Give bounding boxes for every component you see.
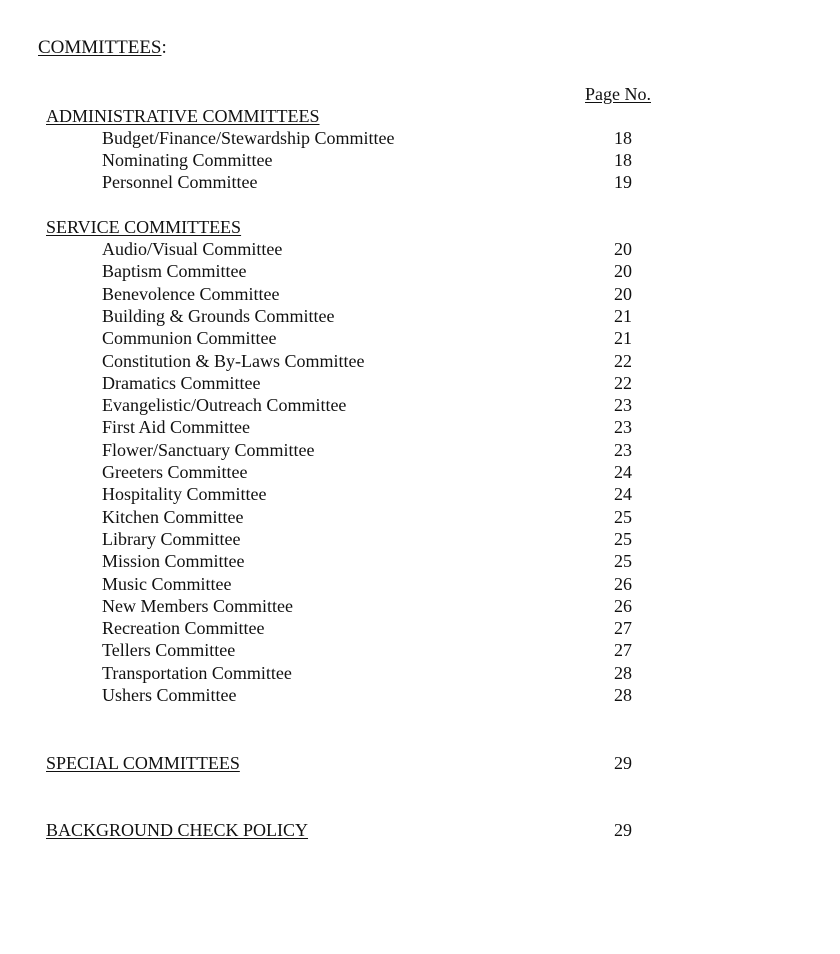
- toc-entry-label: Personnel Committee: [102, 172, 258, 193]
- toc-entry-label: Nominating Committee: [102, 150, 273, 171]
- toc-entry-label: Hospitality Committee: [102, 484, 267, 505]
- toc-entry: [102, 350, 652, 372]
- toc-entry-label: Baptism Committee: [102, 261, 247, 282]
- toc-entry-page-number: 28: [614, 685, 632, 705]
- toc-entry: [102, 327, 652, 349]
- toc-entry: [102, 238, 652, 260]
- toc-entry-page-number: 21: [614, 305, 632, 326]
- toc-entry-page-number: 25: [614, 506, 632, 527]
- toc-entry-page-number: 20: [614, 283, 632, 304]
- toc-entry: [102, 461, 652, 483]
- toc-entry-page-number: 20: [614, 239, 632, 259]
- toc-entry-page-number: 18: [614, 128, 632, 148]
- toc-entry-page-number: 28: [614, 662, 632, 683]
- section-heading-administrative: ADMINISTRATIVE COMMITTEES: [46, 106, 320, 126]
- toc-entry-label: Flower/Sanctuary Committee: [102, 439, 315, 460]
- toc-entry-page-number: 23: [614, 439, 632, 460]
- toc-entry: [102, 528, 652, 550]
- toc-entry-label: Audio/Visual Committee: [102, 239, 283, 259]
- toc-entry-label: Benevolence Committee: [102, 283, 280, 304]
- toc-entry-label: Tellers Committee: [102, 640, 236, 661]
- toc-entry: [102, 416, 652, 438]
- toc-entry: [102, 639, 652, 661]
- page-no-header: Page No.: [585, 84, 651, 104]
- page-title: [38, 37, 167, 59]
- toc-entry-page-number: 21: [614, 328, 632, 349]
- toc-entry: [102, 506, 652, 528]
- toc-entry-label: Budget/Finance/Stewardship Committee: [102, 128, 395, 148]
- section-heading-special: SPECIAL COMMITTEES: [46, 753, 240, 773]
- toc-entry-page-number: 24: [614, 484, 632, 505]
- page-title-colon: :: [161, 37, 167, 58]
- toc-entry-page-number: 23: [614, 417, 632, 438]
- toc-entry-page-number: 24: [614, 462, 632, 482]
- toc-entry-label: First Aid Committee: [102, 417, 251, 438]
- toc-entry-page-number: 22: [614, 372, 632, 393]
- toc-entry-label: Music Committee: [102, 573, 232, 594]
- toc-entry-page-number: 27: [614, 618, 632, 639]
- toc-entry: [102, 372, 652, 394]
- toc-entry-page-number: 18: [614, 150, 632, 171]
- toc-entry-label: Evangelistic/Outreach Committee: [102, 395, 347, 416]
- toc-entry-page-number: 22: [614, 350, 632, 371]
- toc-entry: [102, 127, 652, 149]
- toc-entry: [102, 260, 652, 282]
- toc-entry-label: Communion Committee: [102, 328, 277, 349]
- page-title-text: COMMITTEES: [38, 37, 162, 58]
- toc-entry-label: Kitchen Committee: [102, 506, 244, 527]
- toc-entry: [102, 305, 652, 327]
- toc-entry: [102, 662, 652, 684]
- toc-entry-label: Recreation Committee: [102, 618, 265, 639]
- toc-entry-label: Transportation Committee: [102, 662, 292, 683]
- toc-entry-page-number: 26: [614, 595, 632, 616]
- toc-entry: [102, 573, 652, 595]
- toc-entry: [102, 550, 652, 572]
- toc-entry-label: Dramatics Committee: [102, 372, 261, 393]
- toc-entry-page-number: 25: [614, 528, 632, 549]
- toc-entry-label: Ushers Committee: [102, 685, 237, 705]
- toc-entry: [102, 483, 652, 505]
- toc-entry-label: Constitution & By-Laws Committee: [102, 350, 365, 371]
- section-heading-background-check: BACKGROUND CHECK POLICY: [46, 820, 309, 840]
- toc-entry-label: New Members Committee: [102, 595, 293, 616]
- section-heading-service: SERVICE COMMITTEES: [46, 217, 242, 237]
- toc-entry: [102, 171, 652, 193]
- toc-entry-label: Building & Grounds Committee: [102, 305, 335, 326]
- toc-entry: [102, 617, 652, 639]
- toc-entry-page-number: 19: [614, 172, 632, 193]
- toc-entry-label: Greeters Committee: [102, 462, 248, 482]
- toc-entry-label: Library Committee: [102, 528, 241, 549]
- toc-entry: [102, 439, 652, 461]
- section-page-background-check: 29: [614, 820, 632, 840]
- toc-entry: [102, 595, 652, 617]
- toc-entry-page-number: 27: [614, 640, 632, 661]
- toc-entry: [102, 149, 652, 171]
- toc-entry-page-number: 20: [614, 261, 632, 282]
- toc-entry-page-number: 25: [614, 551, 632, 572]
- toc-entry-label: Mission Committee: [102, 551, 245, 572]
- toc-entry: [102, 684, 652, 706]
- toc-entry-page-number: 23: [614, 395, 632, 416]
- toc-entry-page-number: 26: [614, 573, 632, 594]
- section-page-special: 29: [614, 753, 632, 773]
- toc-entry: [102, 394, 652, 416]
- toc-entry: [102, 283, 652, 305]
